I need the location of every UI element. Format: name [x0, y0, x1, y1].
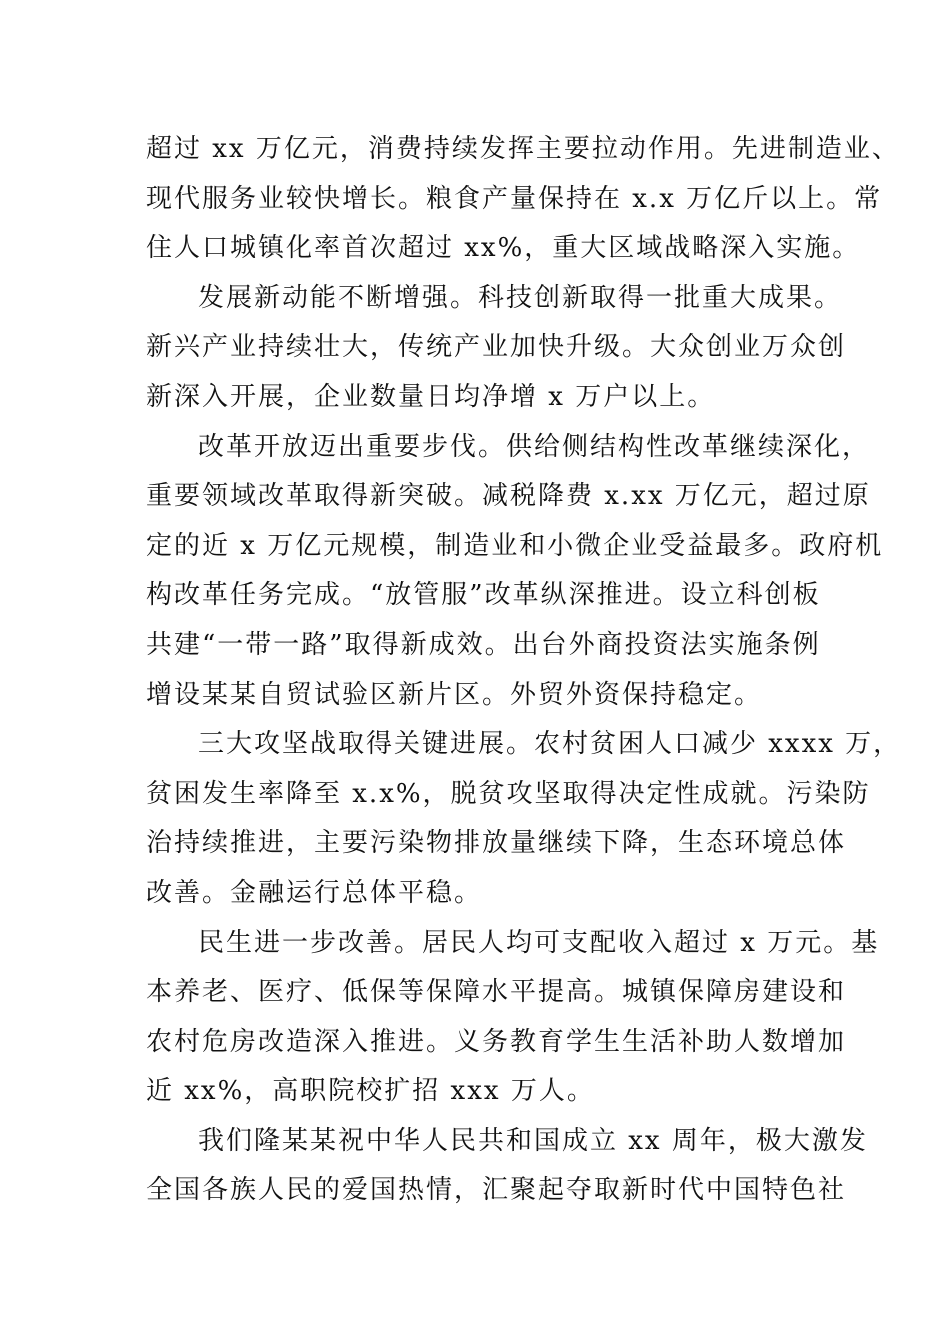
text-line: 定的近 x 万亿元规模，制造业和小微企业受益最多。政府机	[146, 530, 884, 561]
text-line: 改善。金融运行总体平稳。	[146, 877, 483, 908]
body-text	[146, 125, 902, 1216]
text-line: 超过 xx 万亿元，消费持续发挥主要拉动作用。先进制造业、	[146, 134, 900, 164]
text-line: 构改革任务完成。“放管服”改革纵深推进。设立科创板	[146, 580, 821, 611]
text-line: 新兴产业持续壮大，传统产业加快升级。大众创业万众创	[146, 332, 847, 363]
text-line: 共建“一带一路”取得新成效。出台外商投资法实施条例	[146, 629, 821, 660]
text-line: 增设某某自贸试验区新片区。外贸外资保持稳定。	[146, 679, 763, 710]
text-line: 现代服务业较快增长。粮食产量保持在 x.x 万亿斤以上。常	[146, 183, 883, 214]
text-line: 本养老、医疗、低保等保障水平提高。城镇保障房建设和	[146, 977, 847, 1008]
text-line: 农村危房改造深入推进。义务教育学生生活补助人数增加	[146, 1026, 847, 1057]
paragraph-start-line: 发展新动能不断增强。科技创新取得一批重大成果。	[198, 282, 843, 313]
text-line: 全国各族人民的爱国热情，汇聚起夺取新时代中国特色社	[146, 1175, 847, 1206]
paragraph-start-line: 我们隆某某祝中华人民共和国成立 xx 周年，极大激发	[198, 1125, 868, 1156]
paragraph-start-line: 三大攻坚战取得关键进展。农村贫困人口减少 xxxx 万，	[198, 729, 902, 760]
text-line: 重要领域改革取得新突破。减税降费 x.xx 万亿元，超过原	[146, 481, 871, 512]
text-line: 新深入开展，企业数量日均净增 x 万户以上。	[146, 381, 716, 412]
text-line: 贫困发生率降至 x.x%，脱贫攻坚取得决定性成就。污染防	[146, 778, 871, 809]
paragraph-start-line: 民生进一步改善。居民人均可支配收入超过 x 万元。基	[198, 927, 880, 958]
text-line: 治持续推进，主要污染物排放量继续下降，生态环境总体	[146, 828, 847, 859]
text-line: 住人口城镇化率首次超过 xx%，重大区域战略深入实施。	[146, 233, 861, 264]
paragraph-start-line: 改革开放迈出重要步伐。供给侧结构性改革继续深化，	[198, 431, 871, 462]
text-line: 近 xx%，高职院校扩招 xxx 万人。	[146, 1076, 595, 1107]
